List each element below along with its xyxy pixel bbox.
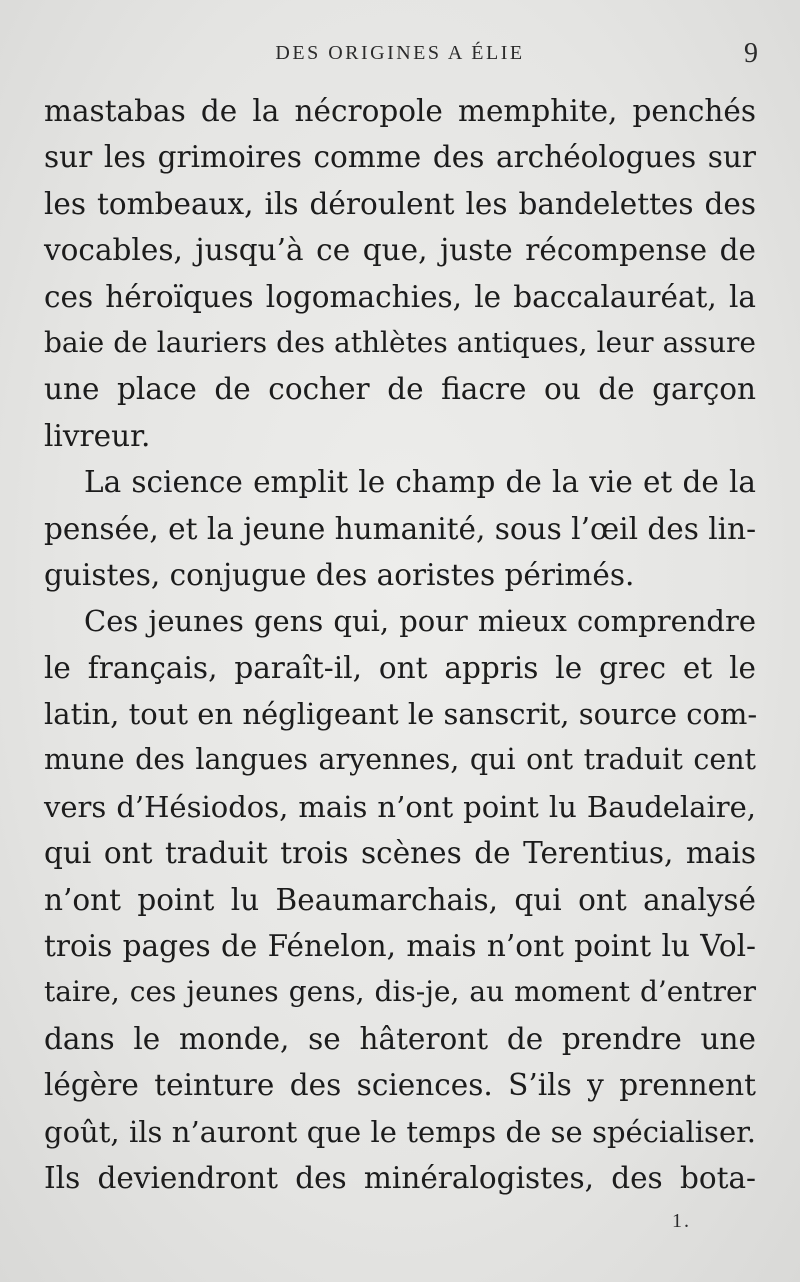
text-line: sur les grimoires comme des archéologues sur [44, 140, 756, 175]
text-line: La science emplit le champ de la vie et de la [84, 465, 756, 500]
text-line: livreur. [44, 418, 151, 453]
text-line: pensée, et la jeune humanité, sous l’œil des lin- [44, 511, 757, 546]
text-line: goût, ils n’auront que le temps de se spécialiser. [44, 1114, 756, 1149]
text-line: dans le monde, se hâteront de prendre une [44, 1021, 756, 1056]
text-line: le français, paraît-il, ont appris le grec et le [44, 650, 756, 685]
text-line: une place de cocher de fiacre ou de garçon [44, 372, 756, 407]
running-title: DES ORIGINES A ÉLIE [275, 42, 525, 64]
text-line: les tombeaux, ils déroulent les bandelettes des [44, 186, 756, 221]
running-head [40, 38, 760, 68]
text-line: baie de lauriers des athlètes antiques, leur assure [44, 325, 756, 359]
page-number: 9 [744, 38, 758, 69]
text-line: n’ont point lu Beaumarchais, qui ont analysé [44, 882, 756, 917]
text-line: taire, ces jeunes gens, dis-je, au moment d’entrer [44, 975, 756, 1009]
text-line: mastabas de la nécropole memphite, penchés [44, 94, 756, 128]
text-line: vers d’Hésiodos, mais n’ont point lu Baudelaire, [44, 789, 756, 824]
text-line: mune des langues aryennes, qui ont traduit cent [44, 743, 756, 777]
text-line: vocables, jusqu’à ce que, juste récompense de [44, 233, 756, 268]
text-line: ces héroïques logomachies, le baccalauréat, la [44, 279, 756, 314]
printer-signature-mark: 1. [672, 1210, 691, 1232]
text-line: guistes, conjugue des aoristes périmés. [44, 557, 635, 592]
text-line: légère teinture des sciences. S’ils y prennent [44, 1068, 756, 1103]
text-line: Ces jeunes gens qui, pour mieux comprendre [84, 604, 756, 639]
text-line: qui ont traduit trois scènes de Terentius, mais [44, 836, 756, 871]
body-text [44, 88, 756, 1201]
text-line: Ils deviendront des minéralogistes, des bota- [44, 1160, 756, 1195]
text-line: latin, tout en négligeant le sanscrit, source com- [44, 697, 758, 732]
text-line: trois pages de Fénelon, mais n’ont point lu Vol- [44, 929, 756, 964]
